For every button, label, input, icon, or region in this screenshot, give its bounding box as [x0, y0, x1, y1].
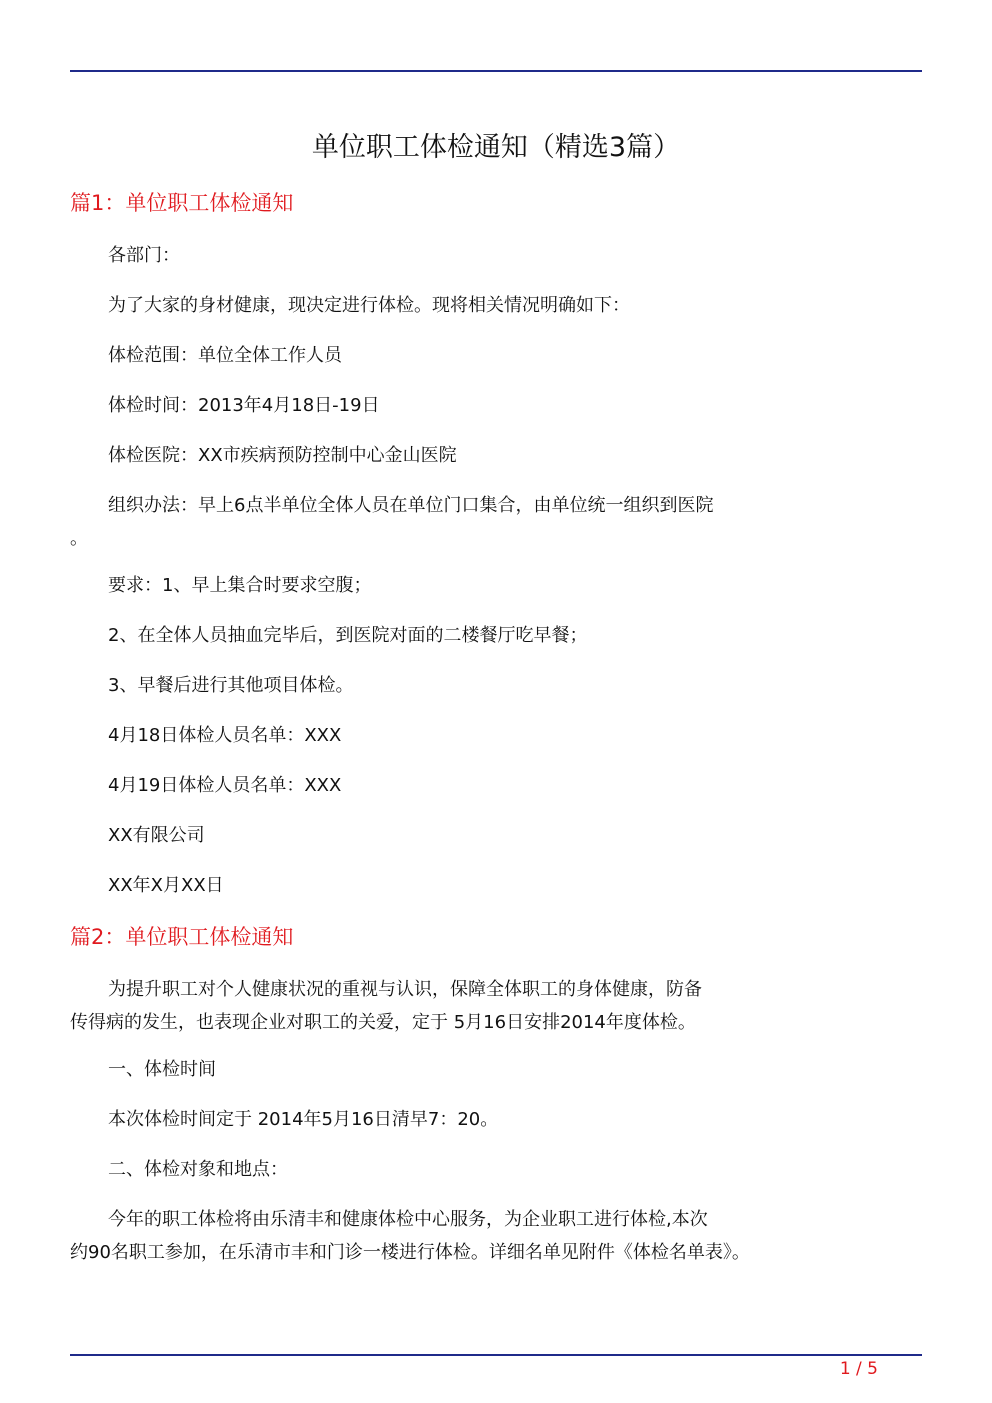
section-2-line-target-cont: 约90名职工参加，在乐清市丰和门诊一楼进行体检。详细名单见附件《体检名单表》。	[70, 1242, 750, 1263]
header-rule	[70, 70, 922, 72]
section-1-line-list-18: 4月18日体检人员名单：XXX	[108, 725, 342, 746]
page-indicator: 1 / 5	[839, 1359, 878, 1379]
section-1-line-hospital: 体检医院：XX市疾病预防控制中心金山医院	[108, 445, 457, 466]
section-2-heading: 篇2：单位职工体检通知	[70, 925, 294, 949]
section-1-line-salutation: 各部门：	[108, 245, 180, 266]
section-1-line-list-19: 4月19日体检人员名单：XXX	[108, 775, 342, 796]
section-1-line-req-2: 2、在全体人员抽血完毕后，到医院对面的二楼餐厅吃早餐；	[108, 625, 588, 646]
document-title: 单位职工体检通知（精选3篇）	[311, 132, 681, 163]
section-1-line-method-cont: 。	[70, 528, 88, 549]
section-2-line-target: 今年的职工体检将由乐清丰和健康体检中心服务，为企业职工进行体检,本次	[108, 1209, 708, 1230]
section-2-line-intro-cont: 传得病的发生，也表现企业对职工的关爱，定于 5月16日安排2014年度体检。	[70, 1012, 696, 1033]
section-2-line-time: 本次体检时间定于 2014年5月16日清早7：20。	[108, 1109, 499, 1130]
section-1-line-time: 体检时间：2013年4月18日-19日	[108, 395, 380, 416]
section-1-line-company: XX有限公司	[108, 825, 205, 846]
section-2-line-target-heading: 二、体检对象和地点：	[108, 1159, 288, 1180]
section-1-line-method: 组织办法：早上6点半单位全体人员在单位门口集合，由单位统一组织到医院	[108, 495, 714, 516]
section-1-heading: 篇1：单位职工体检通知	[70, 191, 294, 215]
section-1-line-scope: 体检范围：单位全体工作人员	[108, 345, 342, 366]
section-1-line-req-3: 3、早餐后进行其他项目体检。	[108, 675, 354, 696]
section-1-line-date: XX年X月XX日	[108, 875, 224, 896]
section-1-line-req-1: 要求：1、早上集合时要求空腹；	[108, 575, 372, 596]
section-2-line-intro: 为提升职工对个人健康状况的重视与认识，保障全体职工的身体健康，防备	[108, 979, 702, 1000]
footer-rule	[70, 1354, 922, 1356]
section-1-line-intro: 为了大家的身材健康，现决定进行体检。现将相关情况明确如下：	[108, 295, 630, 316]
section-2-line-time-heading: 一、体检时间	[108, 1059, 216, 1080]
